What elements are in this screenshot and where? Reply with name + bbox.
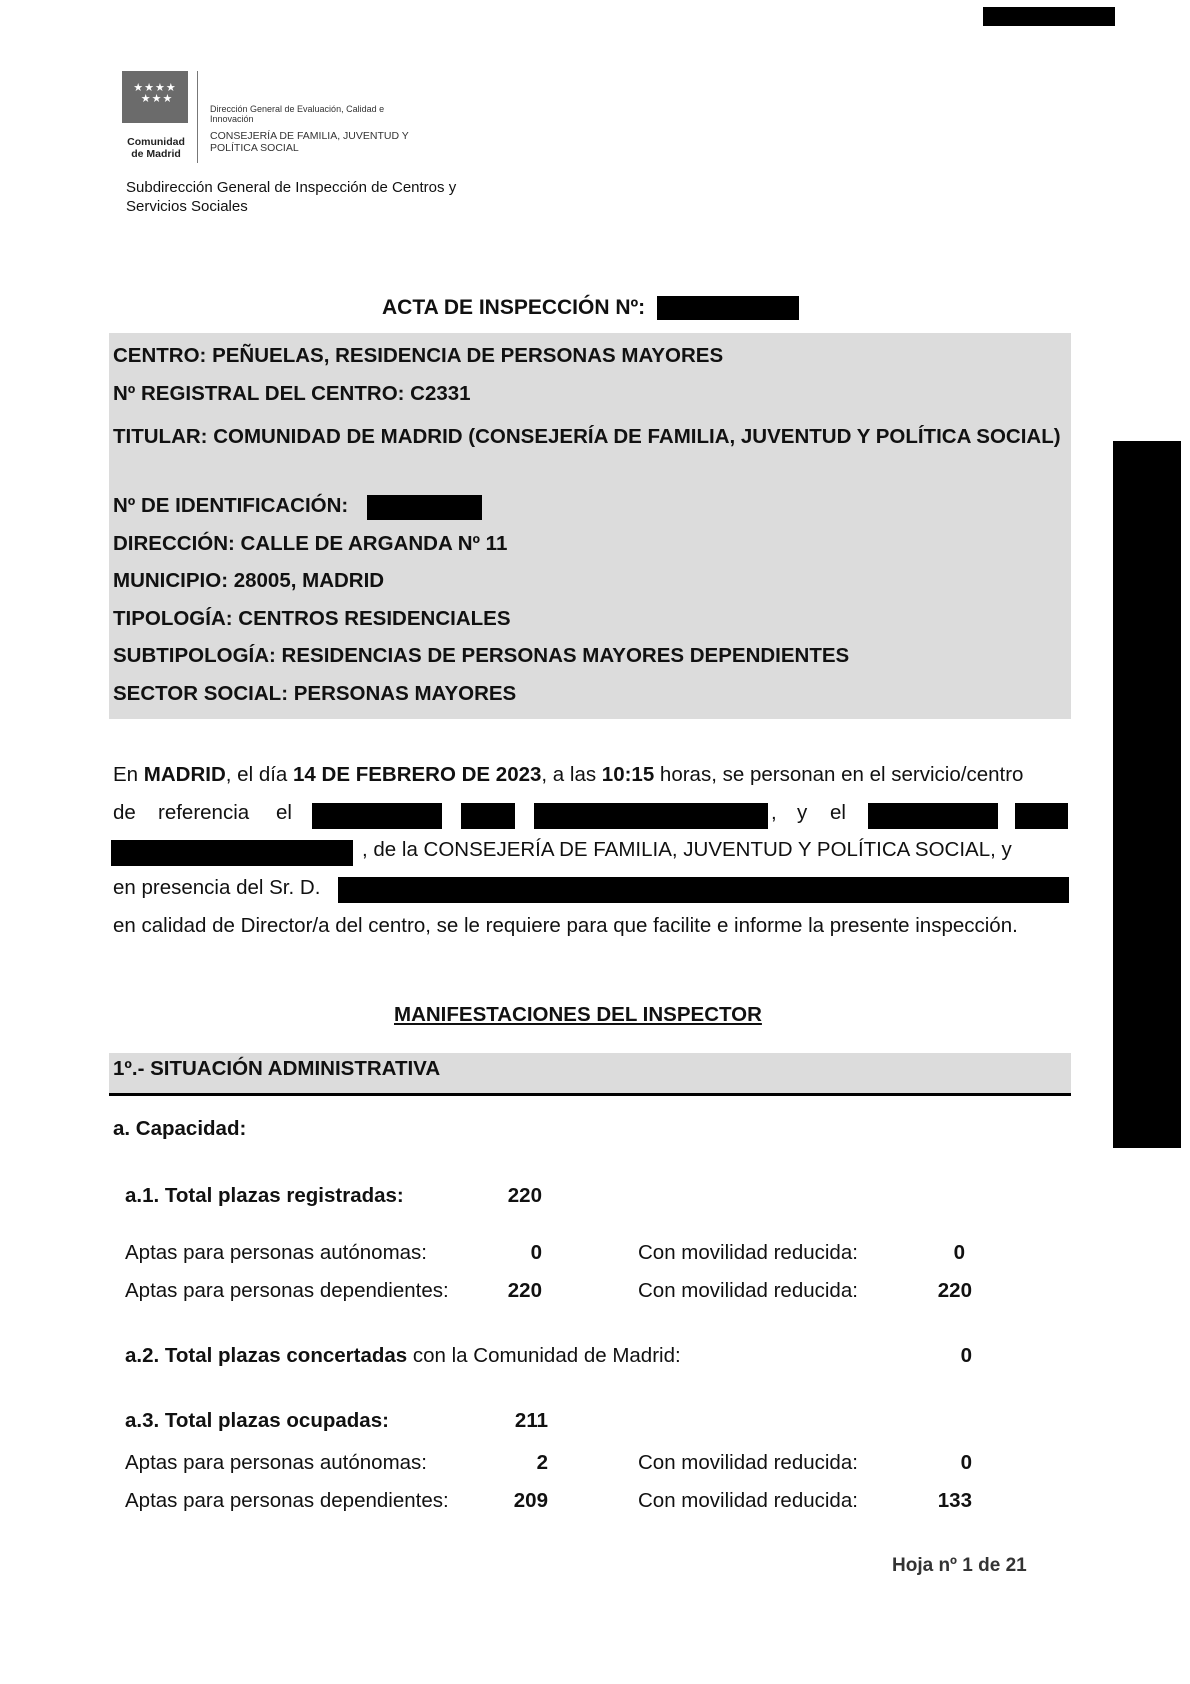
a3-autonomas-mov-label: Con movilidad reducida: [638,1451,858,1474]
a3-autonomas-label: Aptas para personas autónomas: [125,1451,427,1474]
redaction-inspector-2c [111,840,353,866]
direccion-general: Dirección General de Evaluación, Calidad e Innovación [210,104,385,124]
intro-line-3: , de la CONSEJERÍA DE FAMILIA, JUVENTUD Y POLÍTICA SOCIAL, y [362,838,1012,861]
intro-time: 10:15 [601,763,655,786]
redaction-inspector-1a [312,803,442,829]
redaction-side [1113,441,1181,1148]
a1-dependientes-mov: 220 [937,1279,972,1302]
a1-autonomas-mov: 0 [953,1241,965,1264]
a1-dependientes-mov-label: Con movilidad reducida: [638,1279,858,1302]
logo-name: Comunidad de Madrid [127,136,185,160]
section-title: 1º.- SITUACIÓN ADMINISTRATIVA [113,1057,441,1080]
logo-divider [197,71,198,163]
identificacion-line: Nº DE IDENTIFICACIÓN: [113,494,349,517]
intro-comma: , [771,801,777,824]
redaction-inspector-1b [461,803,515,829]
centro-line: CENTRO: PEÑUELAS, RESIDENCIA DE PERSONAS MAYORES [113,344,724,367]
a1-dependientes-label: Aptas para personas dependientes: [125,1279,449,1302]
a1-autonomas-mov-label: Con movilidad reducida: [638,1241,858,1264]
tipologia-line: TIPOLOGÍA: CENTROS RESIDENCIALES [113,607,511,630]
a3-dependientes-label: Aptas para personas dependientes: [125,1489,449,1512]
redaction-director [338,877,1069,903]
subdireccion: Subdirección General de Inspección de Centros y Servicios Sociales [126,179,457,215]
intro-line-5: en calidad de Director/a del centro, se le requiere para que facilite e informe la presente inspección. [113,914,1018,937]
stars-icon: ★★★★ ★★★ [133,82,177,105]
acta-title: ACTA DE INSPECCIÓN Nº: [382,296,646,319]
a1-autonomas: 0 [530,1241,542,1264]
registral-line: Nº REGISTRAL DEL CENTRO: C2331 [113,382,471,405]
a1-label: a.1. Total plazas registradas: [125,1184,404,1207]
intro-word-y: y [797,801,808,824]
a1-dependientes: 220 [507,1279,542,1302]
intro-line-4: en presencia del Sr. D. [113,876,321,899]
a3-dependientes-mov: 133 [937,1489,972,1512]
madrid-logo [122,71,188,123]
a2-label: a.2. Total plazas concertadas con la Comunidad de Madrid: [125,1344,681,1367]
a1-total: 220 [507,1184,542,1207]
intro-city: MADRID [143,763,226,786]
redaction-top [983,7,1115,26]
redaction-identificacion [367,495,482,520]
a3-label: a.3. Total plazas ocupadas: [125,1409,389,1432]
a3-total: 211 [514,1409,548,1432]
a3-dependientes-mov-label: Con movilidad reducida: [638,1489,858,1512]
a3-dependientes: 209 [513,1489,548,1512]
municipio-line: MUNICIPIO: 28005, MADRID [113,569,385,592]
a1-autonomas-label: Aptas para personas autónomas: [125,1241,427,1264]
titular-line: TITULAR: COMUNIDAD DE MADRID (CONSEJERÍA DE FAMILIA, JUVENTUD Y POLÍTICA SOCIAL) [113,425,1061,448]
intro-word-el: el [276,801,292,824]
subtipologia-line: SUBTIPOLOGÍA: RESIDENCIAS DE PERSONAS MAYORES DEPENDIENTES [113,644,850,667]
redaction-acta-number [657,296,799,320]
a3-autonomas-mov: 0 [960,1451,972,1474]
intro-line-1: En MADRID, el día 14 DE FEBRERO DE 2023, a las 10:15 horas, se personan en el servicio/centro [113,763,1024,786]
intro-word-de: de [113,801,136,824]
page-number: Hoja nº 1 de 21 [892,1555,1027,1576]
redaction-inspector-2a [868,803,998,829]
intro-word-el-2: el [830,801,846,824]
redaction-inspector-1c [534,803,768,829]
sector-line: SECTOR SOCIAL: PERSONAS MAYORES [113,682,517,705]
a2-total: 0 [960,1344,972,1367]
intro-date: 14 DE FEBRERO DE 2023 [293,763,542,786]
section-underline [109,1093,1071,1096]
intro-word-referencia: referencia [158,801,250,824]
capacidad-label: a. Capacidad: [113,1117,247,1140]
manifestaciones-heading: MANIFESTACIONES DEL INSPECTOR [394,1003,762,1026]
consejeria-header: CONSEJERÍA DE FAMILIA, JUVENTUD Y POLÍTICA SOCIAL [210,130,409,154]
a3-autonomas: 2 [536,1451,548,1474]
direccion-line: DIRECCIÓN: CALLE DE ARGANDA Nº 11 [113,532,508,555]
redaction-inspector-2b [1015,803,1068,829]
